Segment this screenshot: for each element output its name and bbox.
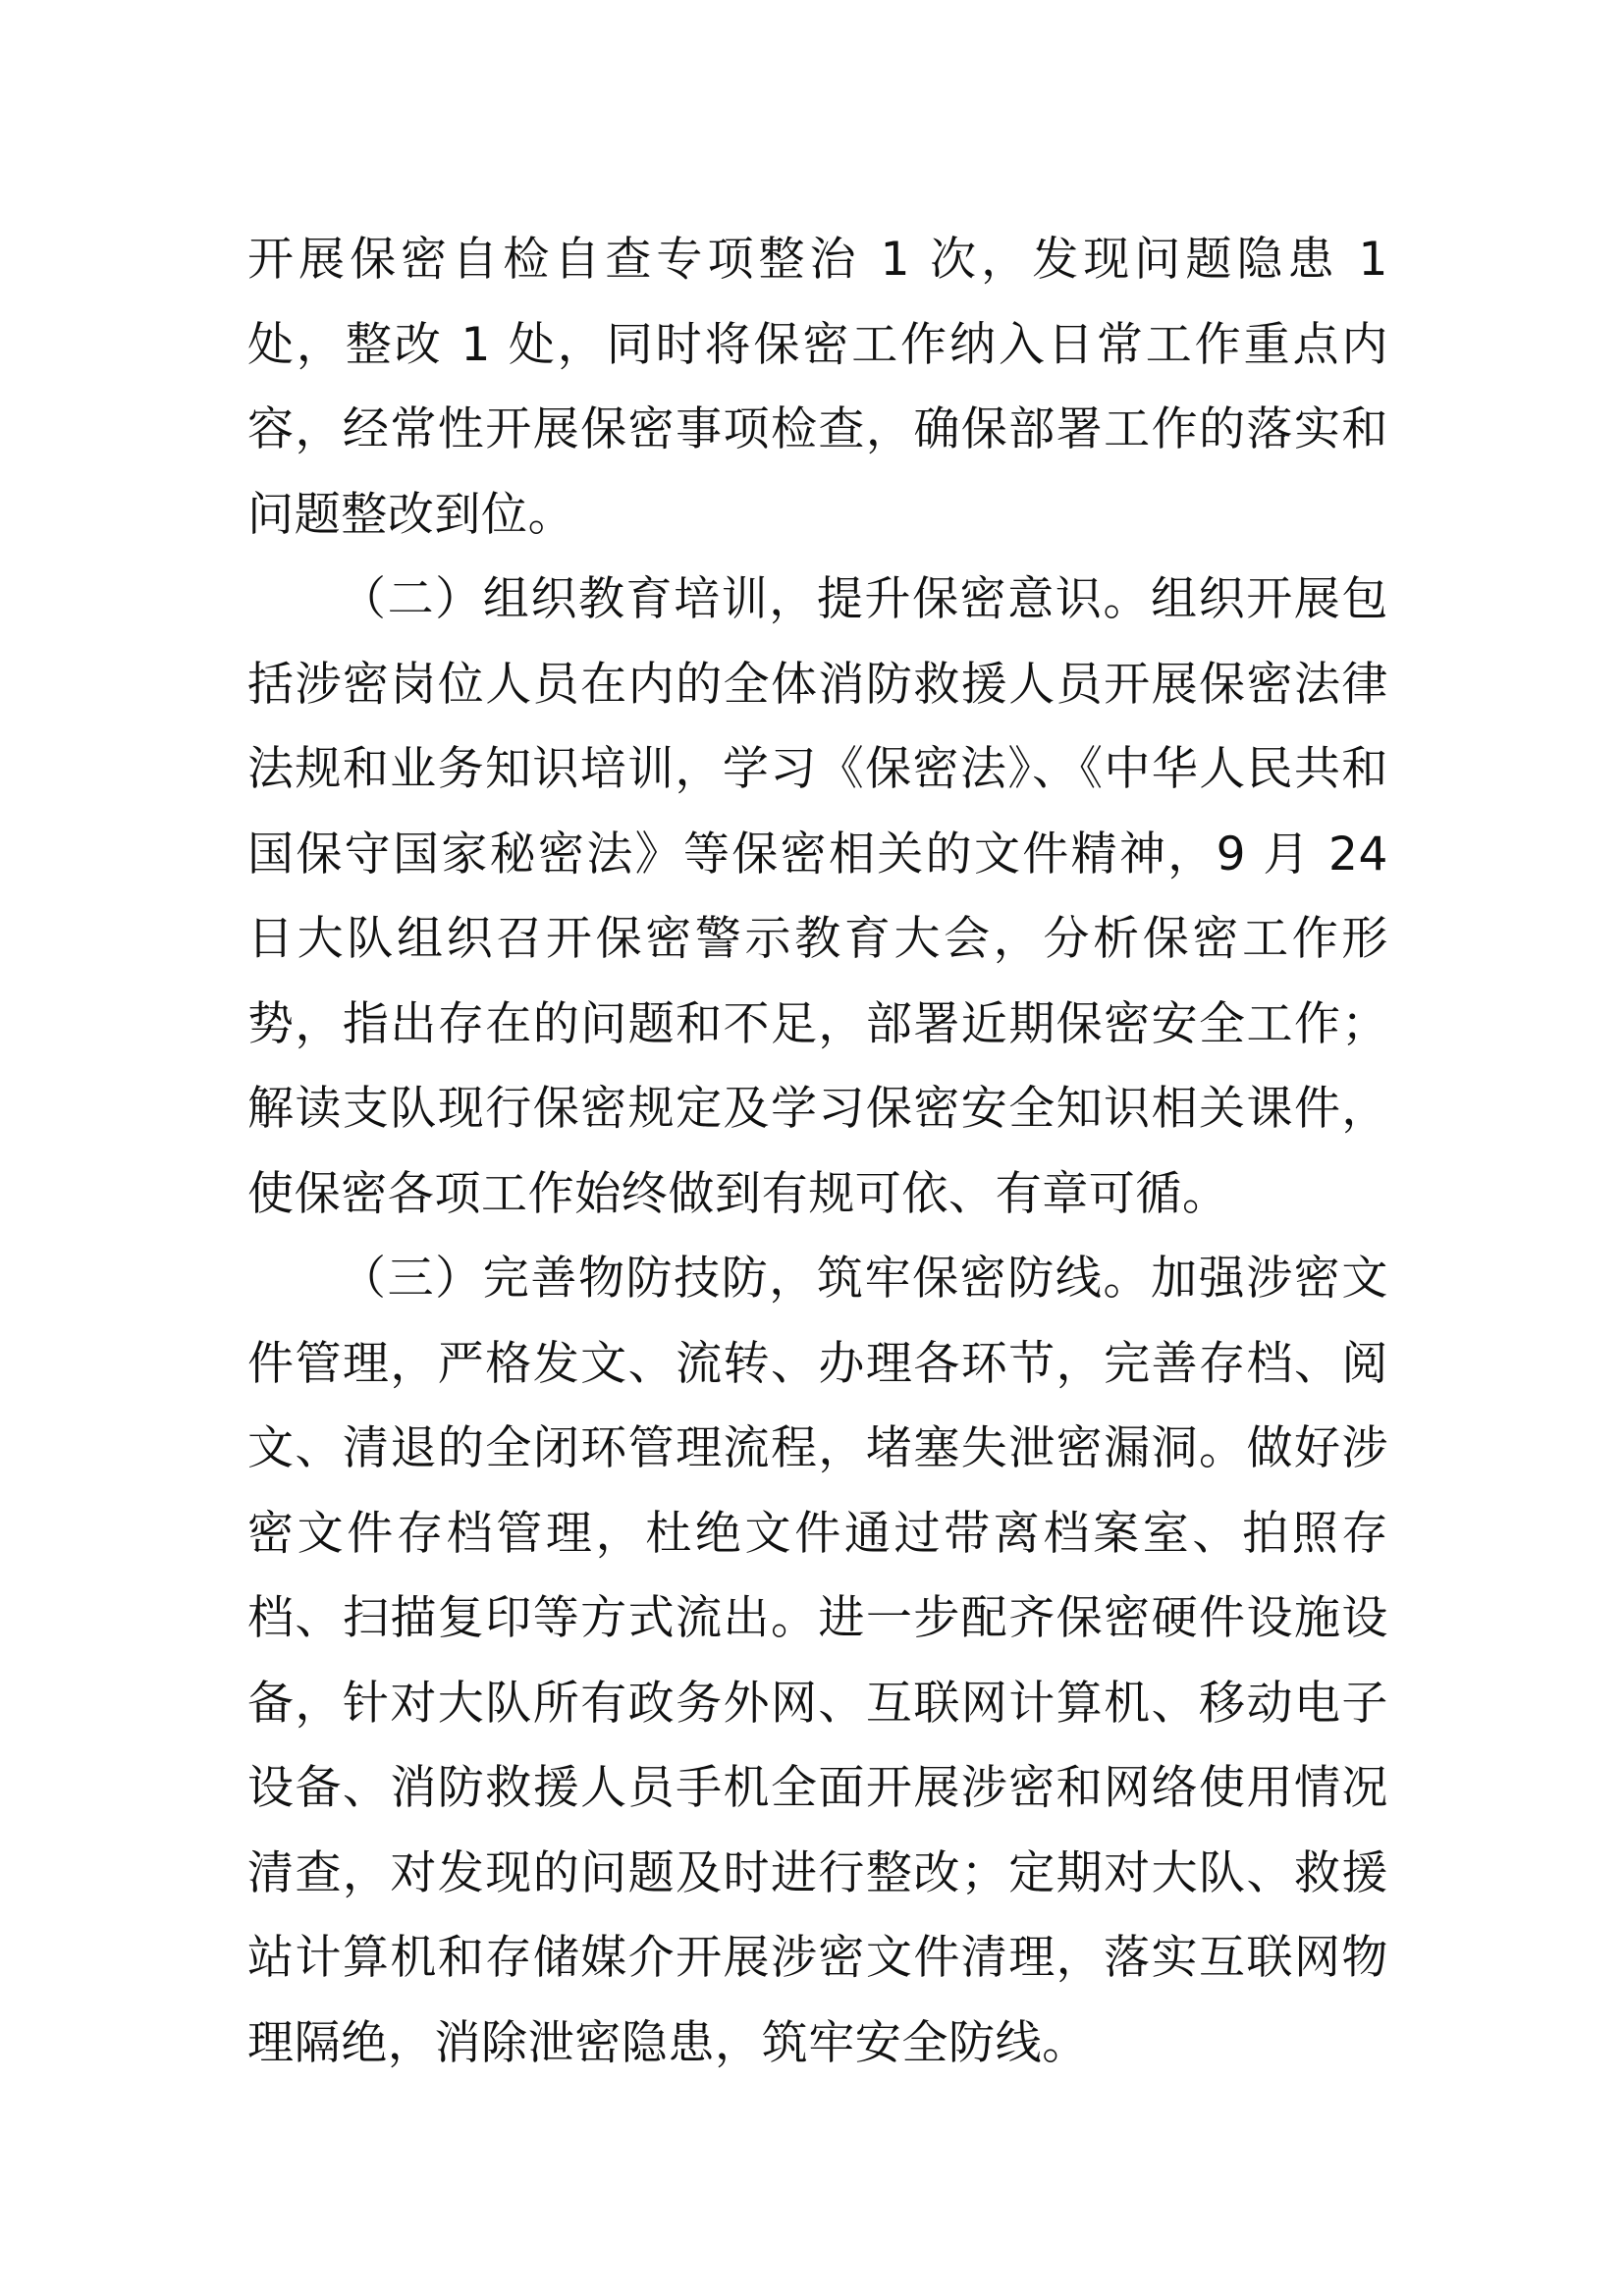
paragraph-physical-technical-protection: （三）完善物防技防，筑牢保密防线。加强涉密文件管理，严格发文、流转、办理各环节，完善存档、阅文、清退的全闭环管理流程，堵塞失泄密漏洞。做好涉密文件存档管理，杜绝文件通过带离档案室、拍照存档、扫描复印等方式流出。进一步配齐保密硬件设施设备，针对大队所有政务外网、互联网计算机、移动电子设备、消防救援人员手机全面开展涉密和网络使用情况清查，对发现的问题及时进行整改；定期对大队、救援站计算机和存储媒介开展涉密文件清理，落实互联网物理隔绝，消除泄密隐患，筑牢安全防线。	[247, 1252, 1388, 2070]
paragraph-inspection-result: 开展保密自检自查专项整治 1 次，发现问题隐患 1 处，整改 1 处，同时将保密工作纳入日常工作重点内容，经常性开展保密事项检查，确保部署工作的落实和问题整改到位。	[247, 233, 1388, 542]
paragraph-education-training: （二）组织教育培训，提升保密意识。组织开展包括涉密岗位人员在内的全体消防救援人员开展保密法律法规和业务知识培训，学习《保密法》、《中华人民共和国保守国家秘密法》等保密相关的文件精神，9 月 24 日大队组织召开保密警示教育大会，分析保密工作形势，指出存在的问题和不足，部署近期保密安全工作；解读支队现行保密规定及学习保密安全知识相关课件，使保密各项工作始终做到有规可依、有章可循。	[247, 572, 1388, 1221]
document-page	[247, 218, 1388, 2086]
